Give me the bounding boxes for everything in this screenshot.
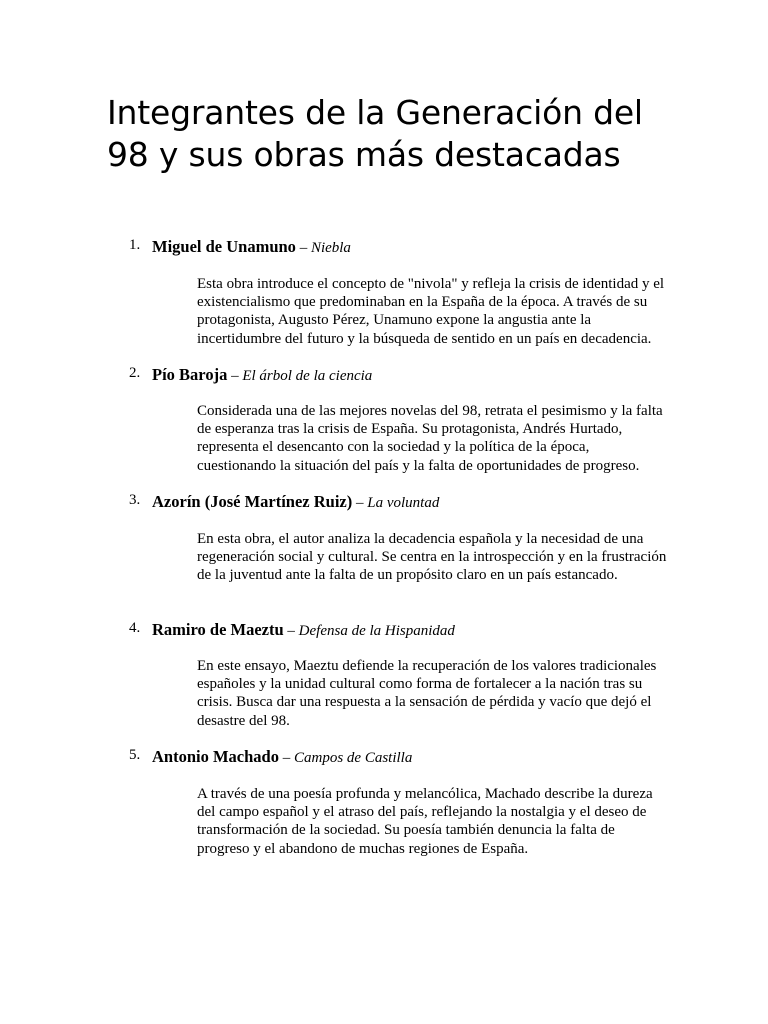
item-heading xyxy=(152,237,351,257)
item-description: En este ensayo, Maeztu defiende la recuperación de los valores tradicionales españoles y la unidad cultural como forma de fortalecer a la nación tras su crisis. Busca dar una respuesta a la sensación de pérdida y vacío que dejó el desastre del 98. xyxy=(197,658,657,729)
document-title: Integrantes de la Generación del 98 y sus obras más destacadas xyxy=(107,93,643,174)
item-author: Ramiro de Maeztu xyxy=(152,620,284,639)
item-number: 4. xyxy=(129,620,141,636)
item-description: Esta obra introduce el concepto de "nivola" y refleja la crisis de identidad y el existencialismo que predominaban en la España de la época. A través de su protagonista, Augusto Pérez, Unamuno expone la angustia ante la incertidumbre del futuro y la búsqueda de sentido en un país en decadencia. xyxy=(197,276,665,347)
item-heading xyxy=(152,365,372,385)
item-author: Antonio Machado xyxy=(152,747,279,766)
item-work-title: La voluntad xyxy=(367,495,440,511)
item-number: 5. xyxy=(129,747,141,763)
item-number: 2. xyxy=(129,365,141,381)
item-author: Miguel de Unamuno xyxy=(152,237,296,256)
item-separator: – xyxy=(227,368,243,384)
item-separator: – xyxy=(352,495,368,511)
item-number: 3. xyxy=(129,492,141,508)
item-work-title: El árbol de la ciencia xyxy=(242,368,373,384)
item-heading xyxy=(152,620,455,640)
item-description: Considerada una de las mejores novelas del 98, retrata el pesimismo y la falta de esperanza tras la crisis de España. Su protagonista, Andrés Hurtado, representa el desencanto con la sociedad y la política de la época, cuestionando la situación del país y la falta de oportunidades de progreso. xyxy=(197,403,663,474)
item-author: Azorín (José Martínez Ruiz) xyxy=(152,492,353,511)
item-description: A través de una poesía profunda y melancólica, Machado describe la dureza del campo español y el atraso del país, reflejando la nostalgia y el deseo de transformación de la sociedad. Su poesía también denuncia la falta de progreso y el abandono de muchas regiones de España. xyxy=(197,786,653,857)
item-heading xyxy=(152,747,412,767)
item-separator: – xyxy=(295,240,311,256)
item-heading xyxy=(152,492,439,512)
item-number: 1. xyxy=(129,237,141,253)
item-separator: – xyxy=(283,623,299,639)
item-work-title: Defensa de la Hispanidad xyxy=(298,623,455,639)
item-description: En esta obra, el autor analiza la decadencia española y la necesidad de una regeneración social y cultural. Se centra en la introspección y en la frustración de la juventud ante la falta de un propósito claro en un país estancado. xyxy=(197,531,667,584)
item-work-title: Campos de Castilla xyxy=(293,750,413,766)
item-separator: – xyxy=(278,750,294,766)
item-work-title: Niebla xyxy=(310,240,351,256)
item-author: Pío Baroja xyxy=(152,365,228,384)
